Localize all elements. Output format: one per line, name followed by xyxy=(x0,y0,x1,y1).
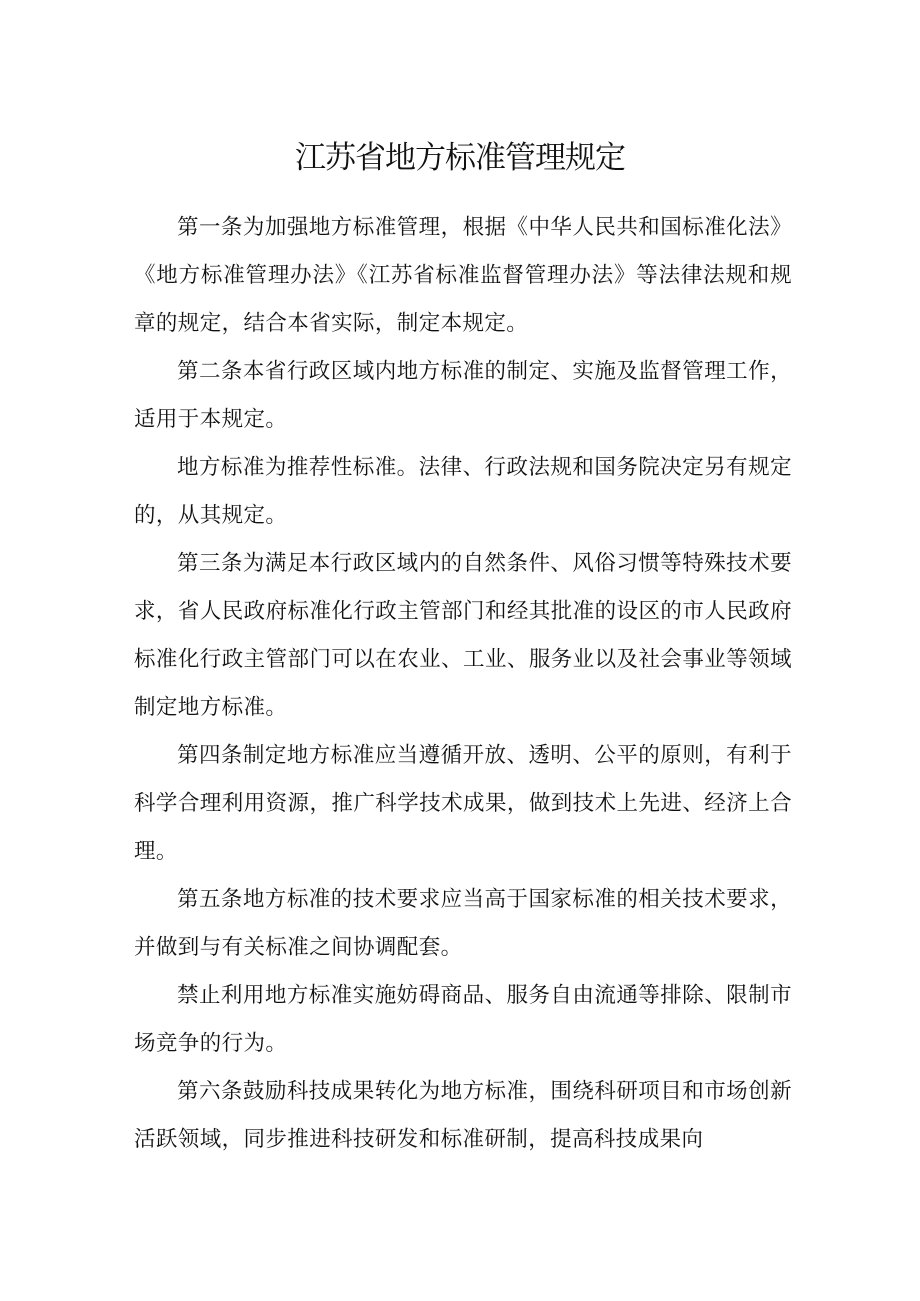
paragraph-article-4: 第四条制定地方标准应当遵循开放、透明、公平的原则，有利于科学合理利用资源，推广科学技术成果，做到技术上先进、经济上合理。 xyxy=(134,743,792,864)
paragraph-article-1: 第一条为加强地方标准管理，根据《中华人民共和国标准化法》《地方标准管理办法》《江苏省标准监督管理办法》等法律法规和规章的规定，结合本省实际，制定本规定。 xyxy=(134,215,792,336)
paragraph-article-6: 第六条鼓励科技成果转化为地方标准，围绕科研项目和市场创新活跃领域，同步推进科技研发和标准研制，提高科技成果向 xyxy=(134,1079,792,1152)
document-title: 江苏省地方标准管理规定 xyxy=(295,140,625,176)
document-body xyxy=(134,204,792,1164)
paragraph-article-3: 第三条为满足本行政区域内的自然条件、风俗习惯等特殊技术要求，省人民政府标准化行政主管部门和经其批准的设区的市人民政府标准化行政主管部门可以在农业、工业、服务业以及社会事业等领域制定地方标准。 xyxy=(134,551,792,720)
paragraph-article-5: 第五条地方标准的技术要求应当高于国家标准的相关技术要求，并做到与有关标准之间协调配套。 xyxy=(134,887,792,960)
paragraph-article-2-note: 地方标准为推荐性标准。法律、行政法规和国务院决定另有规定的，从其规定。 xyxy=(134,455,792,528)
paragraph-article-2: 第二条本省行政区域内地方标准的制定、实施及监督管理工作，适用于本规定。 xyxy=(134,359,792,432)
paragraph-article-5-note: 禁止利用地方标准实施妨碍商品、服务自由流通等排除、限制市场竞争的行为。 xyxy=(134,983,792,1056)
